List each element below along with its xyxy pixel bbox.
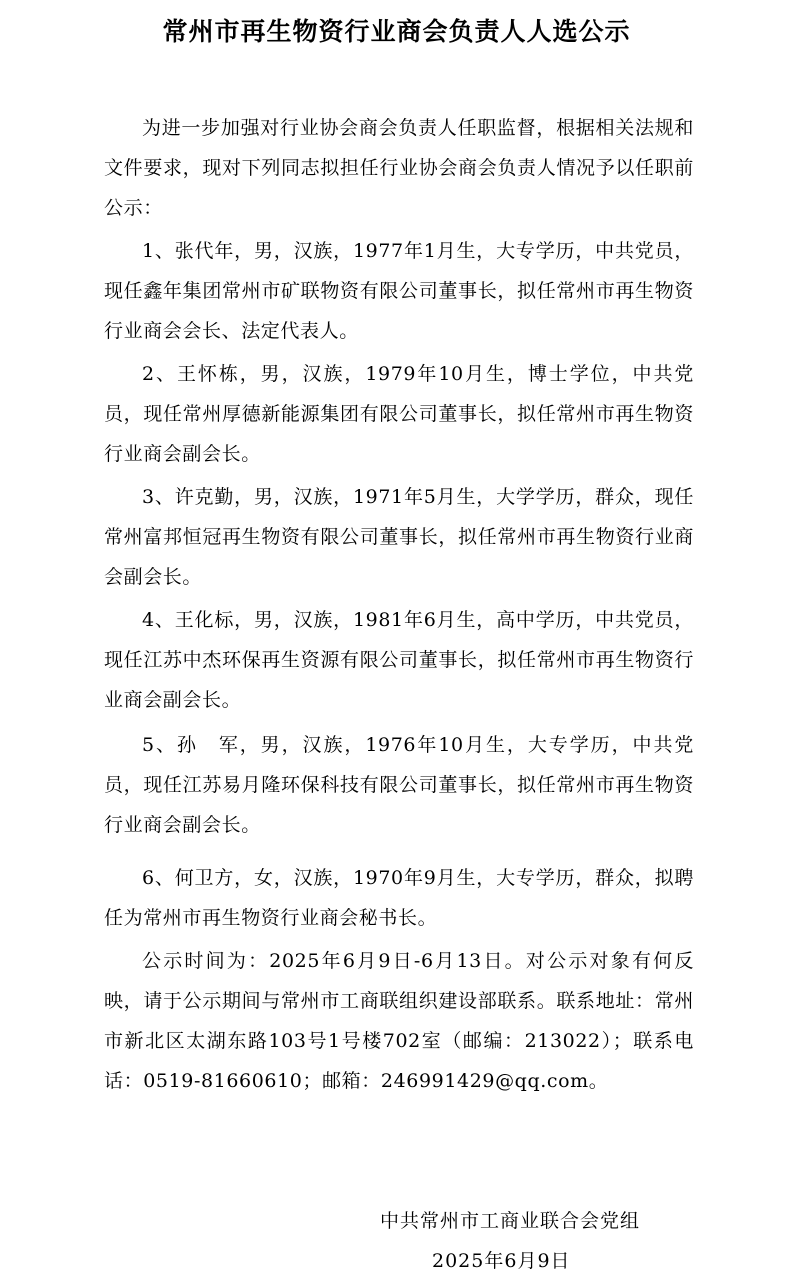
document-body [104, 108, 694, 1101]
candidate-paragraph-2: 2、王怀栋，男，汉族，1979年10月生，博士学位，中共党员，现任常州厚德新能源集团有限公司董事长，拟任常州市再生物资行业商会副会长。 [104, 363, 694, 465]
candidate-paragraph-3: 3、许克勤，男，汉族，1971年5月生，大学学历，群众，现任常州富邦恒冠再生物资有限公司董事长，拟任常州市再生物资行业商会副会长。 [104, 486, 694, 588]
candidate-paragraph-4: 4、王化标，男，汉族，1981年6月生，高中学历，中共党员，现任江苏中杰环保再生资源有限公司董事长，拟任常州市再生物资行业商会副会长。 [104, 609, 694, 711]
candidate-paragraph-1: 1、张代年，男，汉族，1977年1月生，大专学历，中共党员，现任鑫年集团常州市矿联物资有限公司董事长，拟任常州市再生物资行业商会会长、法定代表人。 [104, 240, 694, 342]
signature-org: 中共常州市工商业联合会党组 [380, 1210, 641, 1232]
candidate-paragraph-5: 5、孙 军，男，汉族，1976年10月生，大专学历，中共党员，现任江苏易月隆环保科技有限公司董事长，拟任常州市再生物资行业商会副会长。 [104, 734, 694, 836]
document-title: 常州市再生物资行业商会负责人人选公示 [162, 17, 631, 46]
signature-block [380, 1203, 680, 1279]
candidate-paragraph-6: 6、何卫方，女，汉族，1970年9月生，大专学历，群众，拟聘任为常州市再生物资行业商会秘书长。 [104, 867, 694, 929]
notice-paragraph: 公示时间为：2025年6月9日-6月13日。对公示对象有何反映，请于公示期间与常州市工商联组织建设部联系。联系地址：常州市新北区太湖东路103号1号楼702室（邮编：213022）；联系电话：0519-81660610；邮箱：246991429@qq.com。 [104, 950, 694, 1092]
signature-date: 2025年6月9日 [432, 1250, 571, 1272]
intro-paragraph: 为进一步加强对行业协会商会负责人任职监督，根据相关法规和文件要求，现对下列同志拟担任行业协会商会负责人情况予以任职前公示： [104, 117, 694, 219]
